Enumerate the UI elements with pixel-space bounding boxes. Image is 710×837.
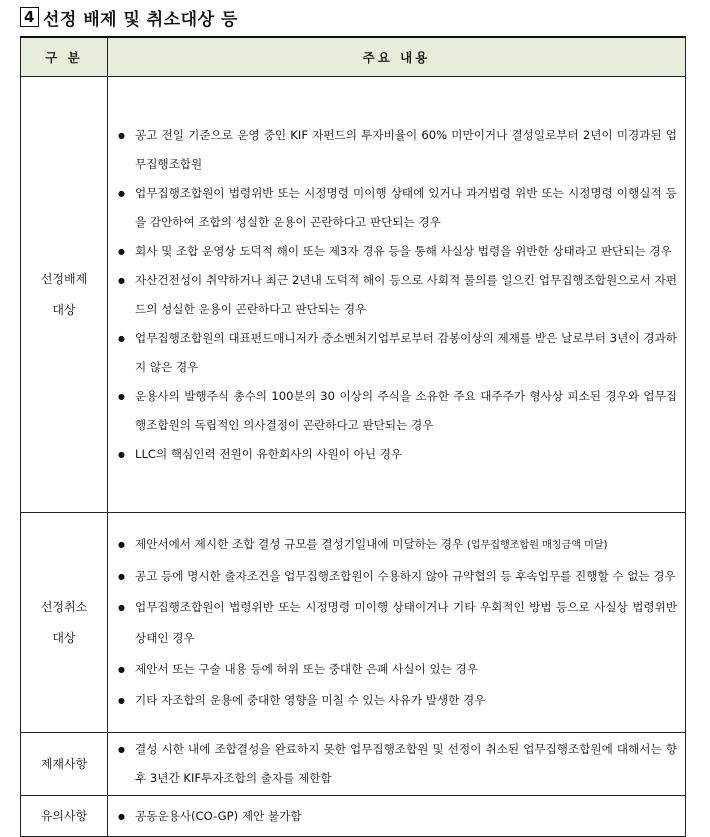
category-line: 유의사항 xyxy=(40,808,88,823)
list-item: ● 기타 자조합의 운용에 중대한 영향을 미칠 수 있는 사유가 발생한 경우 xyxy=(118,685,677,716)
category-line: 선정배제 xyxy=(40,271,88,286)
list-item: ● 업무집행조합원이 법령위반 또는 시정명령 미이행 상태에 있거나 과거법령 위반 또는 시정명령 이행실적 등을 감안하여 조합의 성실한 운용이 곤란하다고 판단되는 경우 xyxy=(118,179,677,237)
section-title xyxy=(20,4,238,30)
notes-list xyxy=(118,802,677,831)
list-item: ● 운용사의 발행주식 총수의 100분의 30 이상의 주식을 소유한 주요 대주주가 형사상 피소된 경우와 업무집행조합원의 독립적인 의사결정이 곤란하다고 판단되는 경우 xyxy=(118,382,677,440)
sanctions-list xyxy=(118,735,677,793)
header-category: 구 분 xyxy=(21,37,108,77)
table-row-cancellation xyxy=(21,513,686,733)
header-content: 주요 내용 xyxy=(108,37,686,77)
list-item: ● 업무집행조합원의 대표펀드매니저가 중소벤처기업부로부터 감봉이상의 제재를 받은 날로부터 3년이 경과하지 않은 경우 xyxy=(118,324,677,382)
cancellation-list xyxy=(118,529,677,716)
item-note: (업무집행조합원 매칭금액 미달) xyxy=(466,539,608,551)
list-item: ● 결성 시한 내에 조합결성을 완료하지 못한 업무집행조합원 및 선정이 취소된 업무집행조합원에 대해서는 향후 3년간 KIF투자조합의 출자를 제한함 xyxy=(118,735,677,793)
category-line: 대상 xyxy=(52,302,76,317)
category-line: 대상 xyxy=(52,630,76,645)
list-item: ● 공동운용사(CO-GP) 제안 불가함 xyxy=(118,802,677,831)
list-item xyxy=(118,529,677,561)
item-main-text: 제안서에서 제시한 조합 결성 규모를 결성기일내에 미달하는 경우 xyxy=(135,537,464,551)
category-cell-notes xyxy=(21,796,108,837)
section-title-text: 선정 배제 및 취소대상 등 xyxy=(42,9,238,30)
table-header-row xyxy=(21,37,686,77)
list-item: ● 자산건전성이 취약하거나 최근 2년내 도덕적 해이 등으로 사회적 물의를 일으킨 업무집행조합원으로서 자펀드의 성실한 운용이 곤란하다고 판단되는 경우 xyxy=(118,266,677,324)
criteria-table xyxy=(20,36,686,837)
category-line: 제재사항 xyxy=(40,756,88,771)
content-cell-sanctions xyxy=(108,733,686,796)
list-item: ● 회사 및 조합 운영상 도덕적 해이 또는 제3자 경유 등을 통해 사실상 법령을 위반한 상태라고 판단되는 경우 xyxy=(118,237,677,266)
list-item: ● 제안서 또는 구술 내용 등에 허위 또는 중대한 은폐 사실이 있는 경우 xyxy=(118,654,677,685)
list-item: ● 공고 전일 기준으로 운영 중인 KIF 자펀드의 투자비율이 60% 미만이거나 결성일로부터 2년이 미경과된 업무집행조합원 xyxy=(118,121,677,179)
category-line: 선정취소 xyxy=(40,599,88,614)
list-item: ● LLC의 핵심인력 전원이 유한회사의 사원이 아닌 경우 xyxy=(118,440,677,469)
category-cell-cancellation xyxy=(21,513,108,733)
table-row-exclusion xyxy=(21,77,686,513)
exclusion-list xyxy=(118,121,677,469)
content-cell-exclusion xyxy=(108,77,686,513)
category-cell-sanctions xyxy=(21,733,108,796)
category-cell-exclusion xyxy=(21,77,108,513)
list-item: ● 공고 등에 명시한 출자조건을 업무집행조합원이 수용하지 않아 규약협의 등 후속업무를 진행할 수 없는 경우 xyxy=(118,561,677,592)
section-number-box: 4 xyxy=(20,7,39,27)
table-row-notes xyxy=(21,796,686,837)
list-item: ● 업무집행조합원이 법령위반 또는 시정명령 미이행 상태이거나 기타 우회적인 방법 등으로 사실상 법령위반 상태인 경우 xyxy=(118,592,677,654)
table-row-sanctions xyxy=(21,733,686,796)
content-cell-notes xyxy=(108,796,686,837)
content-cell-cancellation xyxy=(108,513,686,733)
